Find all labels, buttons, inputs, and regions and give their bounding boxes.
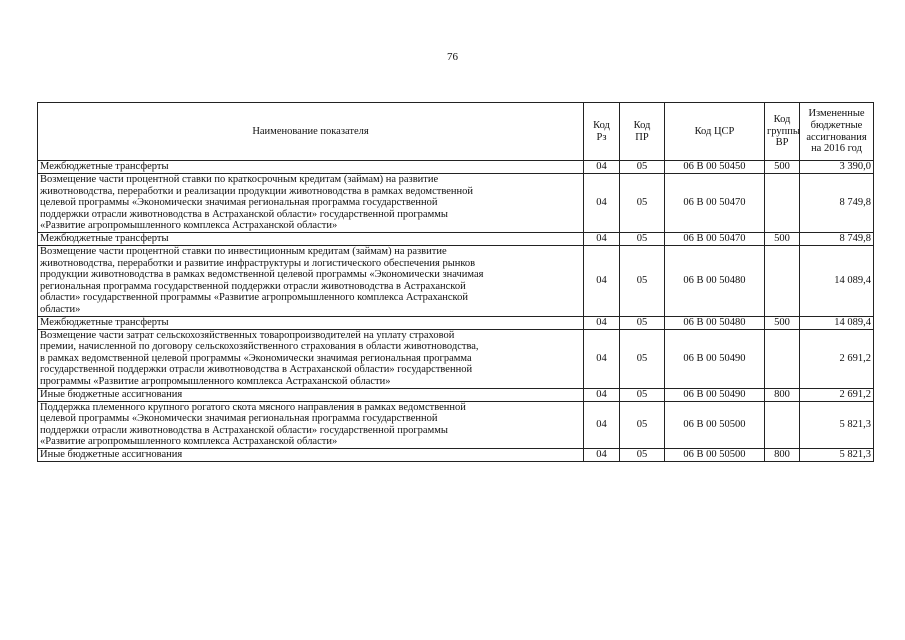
row-pr: 05 bbox=[620, 448, 665, 461]
row-vr: 500 bbox=[765, 316, 800, 329]
header-code-rz: Код Рз bbox=[584, 103, 620, 161]
row-name: Иные бюджетные ассигнования bbox=[38, 448, 584, 461]
row-rz: 04 bbox=[584, 174, 620, 233]
row-vr: 500 bbox=[765, 161, 800, 174]
header-name: Наименование показателя bbox=[38, 103, 584, 161]
row-rz: 04 bbox=[584, 401, 620, 448]
header-code-vr: Код группы ВР bbox=[765, 103, 800, 161]
row-csr: 06 В 00 50470 bbox=[665, 232, 765, 245]
row-csr: 06 В 00 50490 bbox=[665, 388, 765, 401]
row-pr: 05 bbox=[620, 329, 665, 388]
table-row bbox=[38, 401, 874, 448]
table-row bbox=[38, 388, 874, 401]
row-vr: 800 bbox=[765, 448, 800, 461]
row-vr: 800 bbox=[765, 388, 800, 401]
budget-table bbox=[37, 102, 874, 462]
table-row bbox=[38, 316, 874, 329]
row-name: Возмещение части процентной ставки по краткосрочным кредитам (займам) на развитие животноводства, переработки и реализации продукции животноводства в рамках ведомственной целевой программы «Экономически значимая региональная программа государственной поддержки отрасли животноводства в Астраханской области» государственной программы «Развитие агропромышленного комплекса Астраханской области» bbox=[38, 174, 584, 233]
row-sum: 5 821,3 bbox=[800, 401, 874, 448]
table-row bbox=[38, 329, 874, 388]
row-sum: 8 749,8 bbox=[800, 174, 874, 233]
row-name: Возмещение части затрат сельскохозяйственных товаропроизводителей на уплату страховой премии, начисленной по договору сельскохозяйственного страхования в области животноводства, в рамках ведомственной целевой программы «Экономически значимая региональная программа государственной поддержки отрасли животноводства в Астраханской области» государственной программы «Развитие агропромышленного комплекса Астраханской области» bbox=[38, 329, 584, 388]
row-rz: 04 bbox=[584, 316, 620, 329]
table-row bbox=[38, 232, 874, 245]
row-sum: 2 691,2 bbox=[800, 388, 874, 401]
row-rz: 04 bbox=[584, 448, 620, 461]
row-csr: 06 В 00 50500 bbox=[665, 448, 765, 461]
row-pr: 05 bbox=[620, 174, 665, 233]
row-csr: 06 В 00 50480 bbox=[665, 316, 765, 329]
row-csr: 06 В 00 50500 bbox=[665, 401, 765, 448]
table-row bbox=[38, 161, 874, 174]
row-name: Межбюджетные трансферты bbox=[38, 232, 584, 245]
row-rz: 04 bbox=[584, 329, 620, 388]
row-sum: 3 390,0 bbox=[800, 161, 874, 174]
row-pr: 05 bbox=[620, 245, 665, 316]
row-pr: 05 bbox=[620, 232, 665, 245]
row-rz: 04 bbox=[584, 388, 620, 401]
row-pr: 05 bbox=[620, 388, 665, 401]
row-name: Межбюджетные трансферты bbox=[38, 316, 584, 329]
row-pr: 05 bbox=[620, 401, 665, 448]
table-row bbox=[38, 174, 874, 233]
row-name: Иные бюджетные ассигнования bbox=[38, 388, 584, 401]
header-code-csr: Код ЦСР bbox=[665, 103, 765, 161]
row-vr: 500 bbox=[765, 232, 800, 245]
page-number: 76 bbox=[447, 51, 458, 63]
row-sum: 8 749,8 bbox=[800, 232, 874, 245]
row-sum: 14 089,4 bbox=[800, 316, 874, 329]
row-pr: 05 bbox=[620, 316, 665, 329]
row-vr bbox=[765, 174, 800, 233]
row-sum: 5 821,3 bbox=[800, 448, 874, 461]
row-name: Межбюджетные трансферты bbox=[38, 161, 584, 174]
row-rz: 04 bbox=[584, 245, 620, 316]
row-csr: 06 В 00 50470 bbox=[665, 174, 765, 233]
row-vr bbox=[765, 329, 800, 388]
row-csr: 06 В 00 50490 bbox=[665, 329, 765, 388]
row-rz: 04 bbox=[584, 232, 620, 245]
row-sum: 2 691,2 bbox=[800, 329, 874, 388]
row-name: Возмещение части процентной ставки по инвестиционным кредитам (займам) на развитие животноводства, переработки и развитие инфраструктуры и логистического обеспечения рынков продукции животноводства в рамках ведомственной целевой программы «Экономически значимая региональная программа государственной поддержки отрасли животноводства в Астраханской области» государственной программы «Развитие агропромышленного комплекса Астраханской области» bbox=[38, 245, 584, 316]
row-sum: 14 089,4 bbox=[800, 245, 874, 316]
header-code-pr: Код ПР bbox=[620, 103, 665, 161]
row-csr: 06 В 00 50450 bbox=[665, 161, 765, 174]
row-rz: 04 bbox=[584, 161, 620, 174]
table-row bbox=[38, 245, 874, 316]
table-row bbox=[38, 448, 874, 461]
row-pr: 05 bbox=[620, 161, 665, 174]
row-name: Поддержка племенного крупного рогатого скота мясного направления в рамках ведомственной целевой программы «Экономически значимая региональная программа государственной поддержки отрасли животноводства в Астраханской области» государственной программы «Развитие агропромышленного комплекса Астраханской области» bbox=[38, 401, 584, 448]
row-vr bbox=[765, 245, 800, 316]
header-sum: Измененные бюджетные ассигнования на 2016 год bbox=[800, 103, 874, 161]
row-csr: 06 В 00 50480 bbox=[665, 245, 765, 316]
row-vr bbox=[765, 401, 800, 448]
header-row bbox=[38, 103, 874, 161]
